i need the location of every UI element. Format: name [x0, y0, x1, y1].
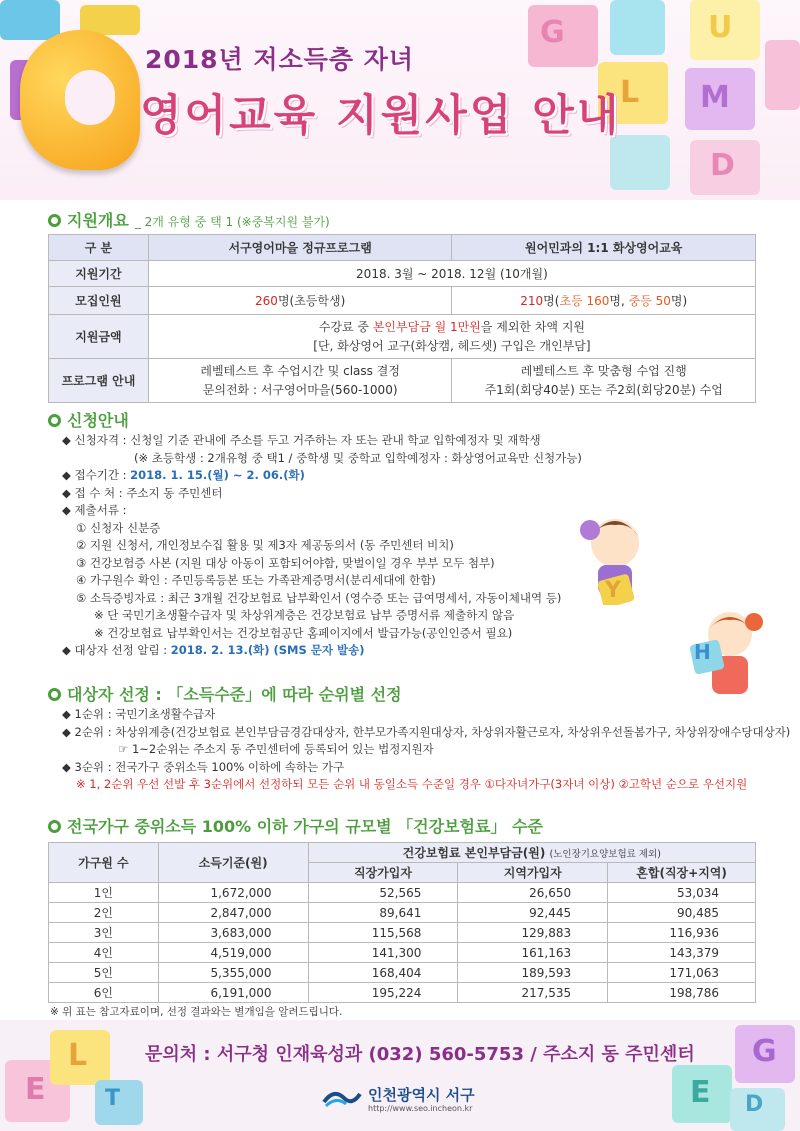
letter-tile: M	[700, 80, 730, 115]
cell-employee: 115,568	[308, 923, 458, 943]
cell-household: 6인	[49, 983, 159, 1003]
application-place: ◆ 접 수 처 : 주소지 동 주민센터	[62, 485, 223, 500]
cell-income: 2,847,000	[158, 903, 308, 923]
table-row	[49, 963, 756, 983]
circle-bullet-icon	[48, 688, 61, 701]
col-regional: 지역가입자	[458, 863, 608, 883]
rank1: ◆ 1순위 : 국민기초생활수급자	[62, 707, 216, 721]
doc-item: ① 신청자 신분증	[76, 520, 161, 535]
cell-regional: 217,535	[458, 983, 608, 1003]
selection-notice: ◆ 대상자 선정 알림 : 2018. 2. 13.(화) (SMS 문자 발송)	[62, 643, 365, 657]
qualification-note: (※ 초등학생 : 2개유형 중 택1 / 중학생 및 중학교 입학예정자 : 화상영어교육만 신청가능)	[134, 450, 582, 465]
letter-tile: L	[620, 75, 640, 110]
docs-label: ◆ 제출서류 :	[62, 503, 127, 517]
col-header: 구 분	[49, 235, 149, 261]
footer	[0, 1020, 800, 1131]
doc-item: ③ 건강보험증 사본 (지원 대상 아동이 포함되어야함, 맞벌이일 경우 부부 모두 첨부)	[76, 555, 495, 570]
recruit-type1: 260명(초등학생)	[148, 287, 452, 315]
row-label-amount: 지원금액	[49, 315, 149, 359]
premium-table	[48, 842, 756, 1003]
section-title-selection: 대상자 선정 : 「소득수준」에 따라 순위별 선정	[48, 682, 402, 705]
cell-household: 4인	[49, 943, 159, 963]
amount-value: 수강료 중 본인부담금 월 1만원을 제외한 차액 지원 [단, 화상영어 교구(화상캠, 헤드셋) 구입은 개인부담]	[148, 315, 755, 359]
doc-item: ⑤ 소득증빙자료 : 최근 3개월 건강보험료 납부확인서 (영수증 또는 급여명세서, 자동이체내역 등)	[76, 590, 562, 605]
page-title: 영어교육 지원사업 안내	[140, 91, 622, 141]
puzzle-block	[765, 40, 800, 110]
cell-mixed: 198,786	[608, 983, 756, 1003]
cell-income: 5,355,000	[158, 963, 308, 983]
cell-mixed: 90,485	[608, 903, 756, 923]
header-banner	[0, 0, 800, 200]
section-title-overview: 지원개요 _ 2개 유형 중 택 1 (※중복지원 불가)	[48, 208, 330, 231]
letter-tile: H	[694, 640, 711, 664]
org-url: http://www.seo.incheon.kr	[368, 1104, 473, 1113]
cell-employee: 52,565	[308, 883, 458, 903]
col-employee: 직장가입자	[308, 863, 458, 883]
circle-bullet-icon	[48, 414, 61, 427]
application-list	[62, 432, 582, 660]
doc-note: ※ 단 국민기초생활수급자 및 차상위계층은 건강보험료 납부 증명서류 제출하지 않음	[94, 608, 515, 622]
section-title-premium: 전국가구 중위소득 100% 이하 가구의 규모별 「건강보험료」 수준	[48, 814, 543, 837]
letter-tile: Y	[605, 578, 621, 603]
program-type2: 레벨테스트 후 맞춤형 수업 진행 주1회(회당40분) 또는 주2회(회당20분) 수업	[452, 359, 756, 403]
col-mixed: 혼합(직장+지역)	[608, 863, 756, 883]
cell-household: 3인	[49, 923, 159, 943]
cell-regional: 92,445	[458, 903, 608, 923]
letter-tile: L	[68, 1038, 88, 1073]
col-type2: 원어민과의 1:1 화상영어교육	[452, 235, 756, 261]
doc-note: ※ 건강보험료 납부확인서는 건강보험공단 홈페이지에서 발급가능(공인인증서 필요)	[94, 625, 513, 640]
col-type1: 서구영어마을 정규프로그램	[148, 235, 452, 261]
cell-regional: 161,163	[458, 943, 608, 963]
section-subtitle: _ 2개 유형 중 택 1 (※중복지원 불가)	[134, 215, 330, 229]
col-income: 소득기준(원)	[158, 843, 308, 883]
circle-bullet-icon	[48, 214, 61, 227]
puzzle-block	[0, 0, 60, 40]
selection-list	[62, 706, 790, 794]
cell-household: 2인	[49, 903, 159, 923]
circle-bullet-icon	[48, 820, 61, 833]
table-row	[49, 943, 756, 963]
cell-income: 1,672,000	[158, 883, 308, 903]
cell-regional: 189,593	[458, 963, 608, 983]
cell-regional: 26,650	[458, 883, 608, 903]
cell-household: 1인	[49, 883, 159, 903]
cell-mixed: 53,034	[608, 883, 756, 903]
cell-regional: 129,883	[458, 923, 608, 943]
cell-income: 6,191,000	[158, 983, 308, 1003]
col-household: 가구원 수	[49, 843, 159, 883]
cell-employee: 141,300	[308, 943, 458, 963]
overview-table	[48, 234, 756, 403]
doc-item: ② 지원 신청서, 개인정보수집 활용 및 제3자 제공동의서 (동 주민센터 비치)	[76, 538, 454, 552]
letter-tile: E	[690, 1075, 711, 1110]
application-period: ◆ 접수기간 : 2018. 1. 15.(월) ~ 2. 06.(화)	[62, 468, 305, 482]
table-row	[49, 903, 756, 923]
letter-tile: D	[745, 1092, 764, 1117]
letter-tile: D	[710, 148, 735, 183]
rank2-note: ☞ 1~2순위는 주소지 동 주민센터에 등록되어 있는 법정지원자	[118, 742, 434, 756]
letter-tile: U	[708, 10, 733, 45]
cell-household: 5인	[49, 963, 159, 983]
letter-tile: T	[105, 1086, 121, 1111]
section-title-application: 신청안내	[48, 408, 129, 431]
cell-employee: 195,224	[308, 983, 458, 1003]
rank3: ◆ 3순위 : 전국가구 중위소득 100% 이하에 속하는 가구	[62, 759, 345, 774]
premium-rows	[49, 883, 756, 1003]
letter-tile: G	[540, 15, 565, 50]
recruit-type2: 210명(초등 160명, 중등 50명)	[452, 287, 756, 315]
cell-income: 3,683,000	[158, 923, 308, 943]
cell-mixed: 171,063	[608, 963, 756, 983]
row-label-program: 프로그램 안내	[49, 359, 149, 403]
rank2: ◆ 2순위 : 차상위계층(건강보험료 본인부담금경감대상자, 한부모가족지원대상자, 차상위자활근로자, 차상위우선돌봄가구, 차상위장애수당대상자)	[62, 724, 791, 739]
rank-note: ※ 1, 2순위 우선 선발 후 3순위에서 선정하되 모든 순위 내 동일소득 수준일 경우 ①다자녀가구(3자녀 이상) ②고학년 순으로 우선지원	[76, 777, 748, 791]
contact-info: 문의처 : 서구청 인재육성과 (032) 560-5753 / 주소지 동 주민센터	[145, 1044, 695, 1065]
incheon-logo-icon	[322, 1084, 362, 1110]
org-name: 인천광역시 서구	[368, 1086, 475, 1104]
puzzle-block	[610, 0, 665, 55]
row-label-period: 지원기간	[49, 261, 149, 287]
qualification: ◆ 신청자격 : 신청일 기준 관내에 주소를 두고 거주하는 자 또는 관내 학교 입학예정자 및 재학생	[62, 433, 541, 447]
letter-tile: G	[752, 1034, 777, 1069]
letter-g-icon	[20, 30, 140, 170]
program-type1: 레벨테스트 후 수업시간 및 class 결정 문의전화 : 서구영어마을(560-1000)	[148, 359, 452, 403]
cell-employee: 168,404	[308, 963, 458, 983]
table-row	[49, 883, 756, 903]
cell-mixed: 116,936	[608, 923, 756, 943]
row-label-recruit: 모집인원	[49, 287, 149, 315]
letter-tile: E	[25, 1072, 46, 1107]
title-line1: 2018년 저소득층 자녀	[145, 45, 415, 74]
doc-item: ④ 가구원수 확인 : 주민등록등본 또는 가족관계증명서(분리세대에 한함)	[76, 573, 436, 587]
table-row	[49, 923, 756, 943]
period-value: 2018. 3월 ~ 2018. 12월 (10개월)	[148, 261, 755, 287]
col-premium: 건강보험료 본인부담금(원) (노인장기요양보험료 제외)	[308, 843, 755, 863]
table-row	[49, 983, 756, 1003]
cell-mixed: 143,379	[608, 943, 756, 963]
cell-income: 4,519,000	[158, 943, 308, 963]
puzzle-block	[610, 135, 670, 190]
cell-employee: 89,641	[308, 903, 458, 923]
footnote: ※ 위 표는 참고자료이며, 선정 결과와는 별개임을 알려드립니다.	[50, 1006, 343, 1018]
